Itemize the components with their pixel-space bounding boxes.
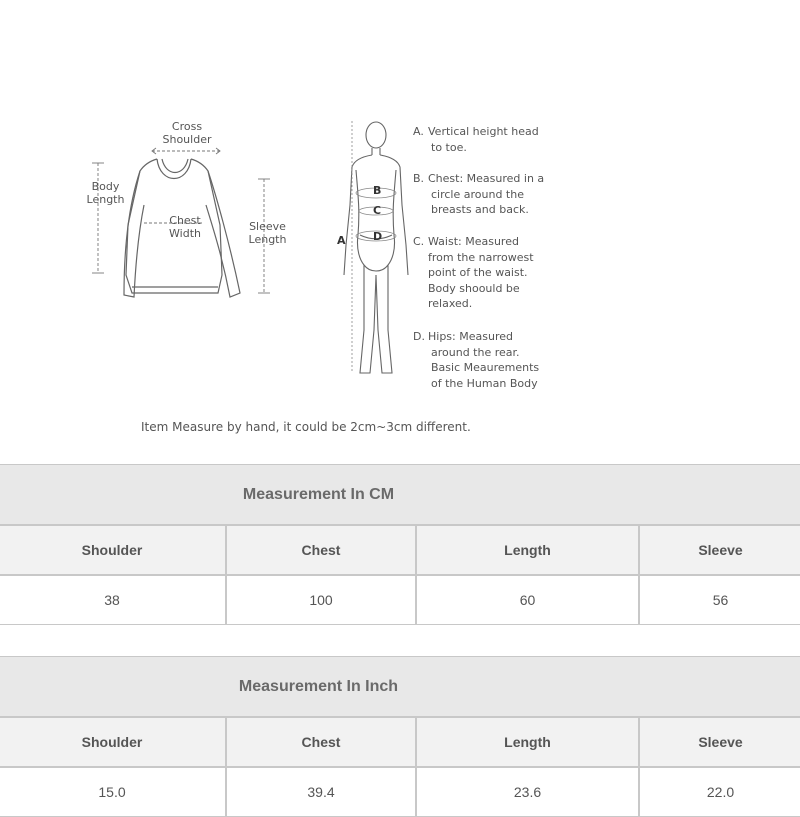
header-length: Length — [416, 717, 639, 767]
measurement-table-cm — [0, 464, 800, 625]
marker-c: C — [373, 204, 382, 217]
value-length: 23.6 — [416, 767, 639, 817]
cross-shoulder-label: Cross Shoulder — [162, 120, 212, 146]
table-caption: Measurement In CM — [0, 464, 800, 525]
header-length: Length — [416, 525, 639, 575]
body-length-label: Body Length — [86, 180, 125, 206]
value-sleeve: 22.0 — [639, 767, 800, 817]
marker-d: D — [373, 230, 383, 243]
marker-b: B — [373, 184, 382, 197]
header-chest: Chest — [226, 525, 416, 575]
value-chest: 100 — [226, 575, 416, 625]
definition-a: A. Vertical height head to toe. — [413, 125, 539, 154]
value-shoulder: 15.0 — [0, 767, 226, 817]
header-chest: Chest — [226, 717, 416, 767]
body-measurement-diagram — [330, 115, 410, 380]
measurement-note: Item Measure by hand, it could be 2cm~3cm different. — [141, 420, 471, 434]
header-shoulder: Shoulder — [0, 525, 226, 575]
table-caption: Measurement In Inch — [0, 656, 800, 717]
value-chest: 39.4 — [226, 767, 416, 817]
value-length: 60 — [416, 575, 639, 625]
header-shoulder: Shoulder — [0, 717, 226, 767]
definition-b: B. Chest: Measured in a circle around the breasts and back. — [413, 172, 545, 216]
value-sleeve: 56 — [639, 575, 800, 625]
definition-d: D. Hips: Measured around the rear. Basic Meaurements of the Human Body — [413, 330, 540, 390]
header-sleeve: Sleeve — [639, 525, 800, 575]
sleeve-length-label: Sleeve Length — [248, 220, 287, 246]
measurement-table-inch — [0, 656, 800, 817]
header-sleeve: Sleeve — [639, 717, 800, 767]
value-shoulder: 38 — [0, 575, 226, 625]
marker-a: A — [337, 234, 346, 247]
definition-c: C. Waist: Measured from the narrowest point of the waist. Body shoould be relaxed. — [413, 235, 534, 310]
chest-width-label: Chest Width — [169, 214, 201, 240]
